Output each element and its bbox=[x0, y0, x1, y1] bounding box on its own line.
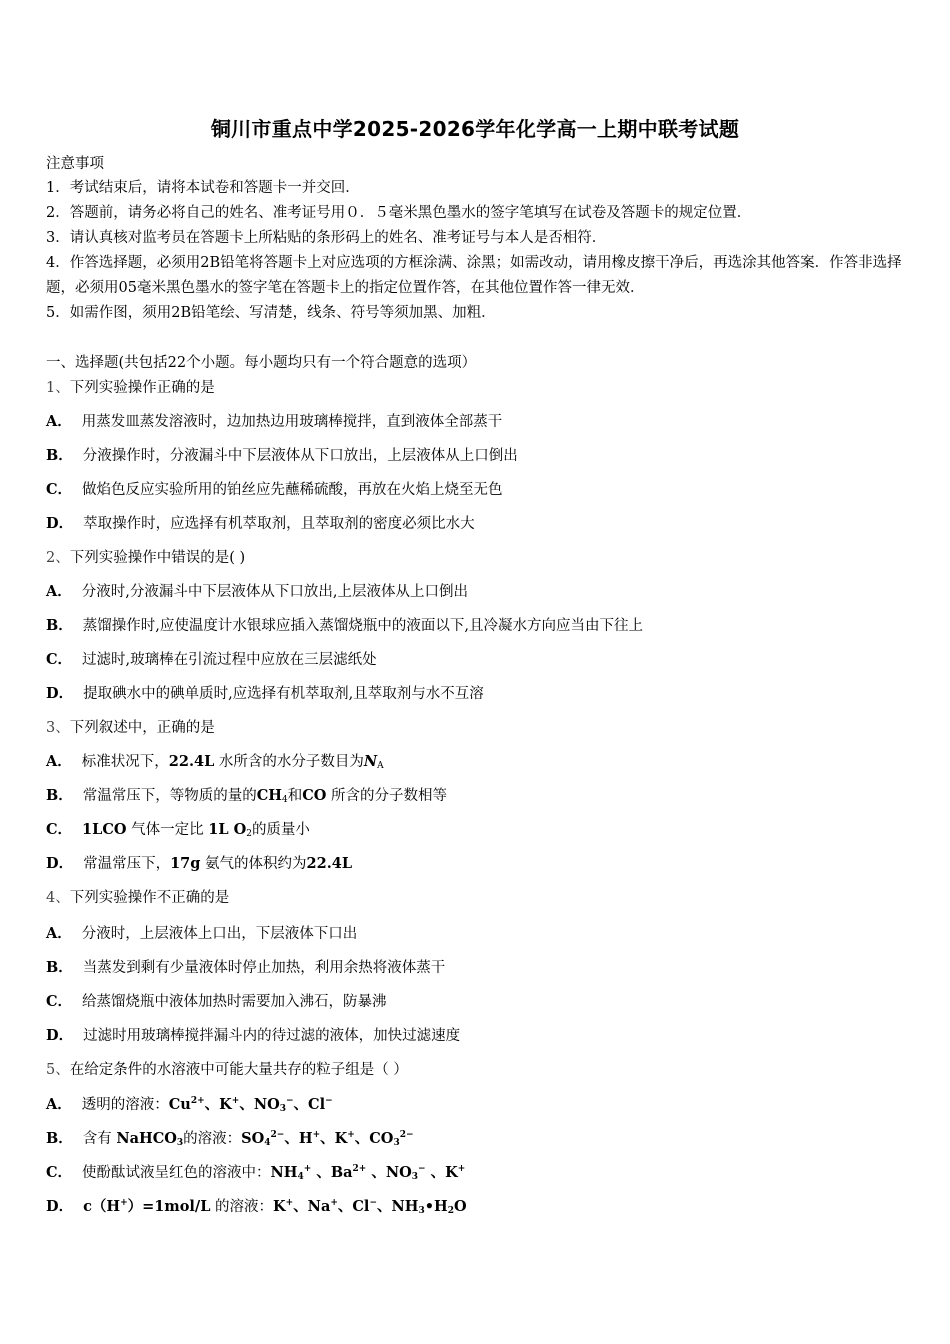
option-letter: C． bbox=[46, 1164, 73, 1181]
option-text: 使酚酞试液呈红色的溶液中： bbox=[82, 1165, 271, 1181]
question-stem bbox=[46, 546, 245, 567]
question-text: 在给定条件的水溶液中可能大量共存的粒子组是（ ） bbox=[69, 1062, 408, 1078]
notice-line: 5．如需作图，须用2B铅笔绘、写清楚，线条、符号等须加黑、加粗． bbox=[46, 305, 496, 321]
question-number: 4、 bbox=[46, 890, 70, 906]
option-text: 当蒸发到剩有少量液体时停止加热，利用余热将液体蒸干 bbox=[82, 960, 446, 976]
option-letter: A． bbox=[46, 583, 72, 600]
answer-option bbox=[46, 682, 484, 703]
option-text: 所含的分子数相等 bbox=[331, 788, 448, 804]
subscript: A bbox=[377, 761, 384, 771]
answer-option bbox=[46, 648, 377, 669]
option-text: 1L O bbox=[208, 821, 247, 838]
question-text: 下列实验操作不正确的是 bbox=[69, 890, 230, 906]
question-stem bbox=[46, 716, 215, 737]
subscript: 2 bbox=[246, 829, 252, 839]
option-text: 的质量小 bbox=[251, 822, 310, 838]
question-number: 5、 bbox=[46, 1062, 70, 1078]
option-text: 常温常压下，等物质的量的 bbox=[82, 788, 257, 804]
answer-option bbox=[46, 750, 384, 771]
option-text: 22.4L bbox=[168, 753, 215, 770]
option-text: N bbox=[363, 753, 378, 770]
option-letter: B． bbox=[46, 447, 73, 464]
option-letter: C． bbox=[46, 993, 73, 1010]
option-letter: B． bbox=[46, 959, 73, 976]
answer-option bbox=[46, 818, 310, 839]
answer-option bbox=[46, 956, 445, 977]
option-text: 过滤时,玻璃棒在引流过程中应放在三层滤纸处 bbox=[82, 652, 377, 668]
question-number: 1、 bbox=[46, 380, 70, 396]
option-text: 分液时，上层液体上口出，下层液体下口出 bbox=[81, 926, 358, 942]
question-number: 2、 bbox=[46, 550, 70, 566]
answer-option bbox=[46, 444, 518, 465]
answer-option bbox=[46, 852, 352, 873]
answer-option bbox=[46, 990, 387, 1011]
option-text: 蒸馏操作时,应使温度计水银球应插入蒸馏烧瓶中的液面以下,且冷凝水方向应当由下往上 bbox=[82, 618, 643, 634]
option-letter: D． bbox=[46, 685, 74, 702]
option-text: 常温常压下， bbox=[83, 856, 171, 872]
option-text: 做焰色反应实验所用的铂丝应先蘸稀硫酸，再放在火焰上烧至无色 bbox=[82, 482, 503, 498]
option-text: 分液操作时，分液漏斗中下层液体从下口放出，上层液体从上口倒出 bbox=[82, 448, 518, 464]
section-heading: 一、选择题(共包括22个小题。每小题均只有一个符合题意的选项） bbox=[46, 355, 477, 371]
question-text: 下列实验操作中错误的是( ) bbox=[69, 550, 246, 566]
option-letter: C． bbox=[46, 481, 73, 498]
answer-option bbox=[46, 784, 447, 805]
chemical-formula: $NH_4^+$ 、$Ba^{2+}$ 、$NO_3^-$ 、K+ bbox=[270, 1164, 466, 1182]
option-letter: D． bbox=[46, 515, 74, 532]
option-text: CH bbox=[256, 787, 283, 804]
answer-option bbox=[46, 1161, 465, 1182]
page-title: 铜川市重点中学2025-2026学年化学高一上期中联考试题 bbox=[210, 117, 740, 141]
option-text: 给蒸馏烧瓶中液体加热时需要加入沸石，防暴沸 bbox=[82, 994, 387, 1010]
option-text: 氨气的体积约为 bbox=[205, 856, 307, 872]
chemical-formula: K+、Na+、Cl−、$NH_3•H_2O$ bbox=[273, 1198, 467, 1216]
question-text: 下列叙述中，正确的是 bbox=[69, 720, 215, 736]
question-stem bbox=[46, 886, 229, 907]
option-letter: A． bbox=[46, 925, 72, 942]
option-text: 用蒸发皿蒸发溶液时，边加热边用玻璃棒搅拌，直到液体全部蒸干 bbox=[81, 414, 503, 430]
option-letter: D． bbox=[46, 1027, 74, 1044]
chemical-formula: $SO_4^{2-}$、H+、K+、$CO_3^{2-}$ bbox=[241, 1130, 414, 1148]
chemical-formula: $Cu^{2+}$、K+、$NO_3^-$、Cl− bbox=[168, 1096, 333, 1114]
option-text: CO bbox=[302, 787, 327, 804]
option-text: 提取碘水中的碘单质时,应选择有机萃取剂,且萃取剂与水不互溶 bbox=[83, 686, 484, 702]
notice-line: 4．作答选择题，必须用2B铅笔将答题卡上对应选项的方框涂满、涂黑；如需改动，请用橡皮擦干净后，再选涂其他答案．作答非选择题，必须用05毫米黑色墨水的签字笔在答题卡上的指定位置作答，在其他位置作答一律无效． bbox=[46, 255, 902, 296]
answer-option: D． c（H+）=1mol/L 的溶液：K+、Na+、Cl−、$NH_3•H_2O$ bbox=[46, 1198, 467, 1216]
option-text: 透明的溶液： bbox=[81, 1097, 169, 1113]
option-text: 萃取操作时，应选择有机萃取剂，且萃取剂的密度必须比水大 bbox=[83, 516, 475, 532]
option-letter: A． bbox=[46, 753, 72, 770]
answer-option bbox=[46, 922, 357, 943]
notice-line: 2．答题前，请务必将自己的姓名、准考证号用０．５毫米黑色墨水的签字笔填写在试卷及答题卡的规定位置． bbox=[46, 205, 752, 221]
option-letter: C． bbox=[46, 651, 73, 668]
question-stem bbox=[46, 1058, 408, 1079]
option-letter: A． bbox=[46, 1096, 72, 1113]
answer-option bbox=[46, 478, 503, 499]
option-text: 过滤时用玻璃棒搅拌漏斗内的待过滤的液体，加快过滤速度 bbox=[83, 1028, 461, 1044]
option-text: 17g bbox=[170, 855, 201, 872]
question-number: 3、 bbox=[46, 720, 70, 736]
answer-option: B． 含有 NaHCO$_3$的溶液：$SO_4^{2-}$、H+、K+、$CO_3^{2-}$ bbox=[46, 1130, 414, 1148]
notice-line: 1．考试结束后，请将本试卷和答题卡一并交回． bbox=[46, 180, 360, 196]
option-letter: A． bbox=[46, 413, 72, 430]
answer-option bbox=[46, 1024, 460, 1045]
option-text: 分液时,分液漏斗中下层液体从下口放出,上层液体从上口倒出 bbox=[81, 584, 468, 600]
notice-heading: 注意事项 bbox=[46, 156, 104, 172]
option-text: 1LCO bbox=[82, 821, 127, 838]
option-letter: B． bbox=[46, 787, 73, 804]
answer-option bbox=[46, 1093, 333, 1114]
notice-line: 3．请认真核对监考员在答题卡上所粘贴的条形码上的姓名、准考证号与本人是否相符． bbox=[46, 230, 607, 246]
option-letter: B． bbox=[46, 617, 73, 634]
chemical-formula: c（H+）=1mol/L bbox=[83, 1198, 211, 1215]
option-text: 22.4L bbox=[306, 855, 353, 872]
option-text: 标准状况下， bbox=[81, 754, 169, 770]
subscript: 4 bbox=[282, 795, 288, 805]
question-stem bbox=[46, 376, 215, 397]
option-text: 含有 bbox=[82, 1131, 112, 1147]
option-letter: D． bbox=[46, 1198, 74, 1215]
answer-option bbox=[46, 512, 475, 533]
option-letter: C． bbox=[46, 821, 73, 838]
option-letter: B． bbox=[46, 1130, 73, 1147]
option-text: 和 bbox=[287, 788, 303, 804]
answer-option bbox=[46, 580, 468, 601]
question-text: 下列实验操作正确的是 bbox=[69, 380, 215, 396]
option-letter: D． bbox=[46, 855, 74, 872]
answer-option bbox=[46, 410, 502, 431]
chemical-formula: NaHCO$_3$ bbox=[116, 1130, 184, 1148]
option-text: 气体一定比 bbox=[131, 822, 204, 838]
answer-option bbox=[46, 614, 643, 635]
option-text: 水所含的水分子数目为 bbox=[218, 754, 364, 770]
